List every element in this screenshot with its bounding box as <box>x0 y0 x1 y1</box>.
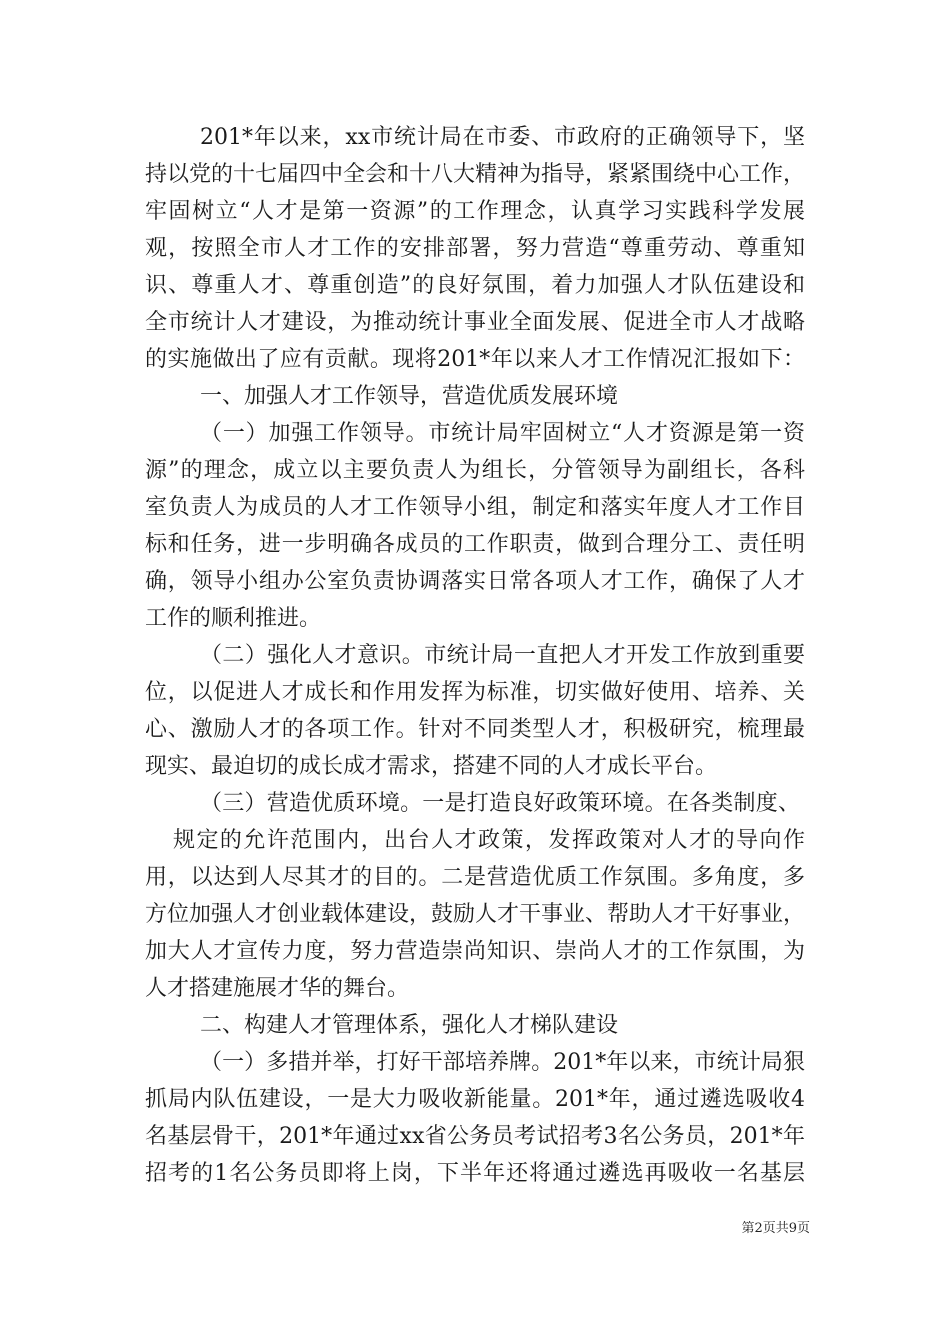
text-line-9: （一）加强工作领导。市统计局牢固树立“人才资源是第一资 <box>200 421 805 446</box>
page-number-footer: 第2页共9页 <box>741 1221 810 1236</box>
section-heading-1: 一、加强人才工作领导，营造优质发展环境 <box>200 384 619 409</box>
text-line-16: 位，以促进人才成长和作用发挥为标准，切实做好使用、培养、关 <box>145 680 805 705</box>
text-line-20: 规定的允许范围内，出台人才政策，发挥政策对人才的导向作 <box>173 828 805 853</box>
text-line-12: 标和任务，进一步明确各成员的工作职责，做到合理分工、责任明 <box>145 532 805 557</box>
text-line-2: 持以党的十七届四中全会和十八大精神为指导，紧紧围绕中心工作， <box>145 162 805 187</box>
text-line-19: （三）营造优质环境。一是打造良好政策环境。在各类制度、 <box>200 791 800 816</box>
text-line-10: 源”的理念，成立以主要负责人为组长，分管领导为副组长，各科 <box>145 458 805 483</box>
text-line-29: 招考的1名公务员即将上岗，下半年还将通过遴选再吸收一名基层 <box>145 1161 805 1186</box>
text-line-28: 名基层骨干，201*年通过xx省公务员考试招考3名公务员，201*年 <box>145 1124 805 1149</box>
text-line-21: 用，以达到人尽其才的目的。二是营造优质工作氛围。多角度，多 <box>145 865 805 890</box>
text-line-3: 牢固树立“人才是第一资源”的工作理念，认真学习实践科学发展 <box>145 199 805 224</box>
text-line-6: 全市统计人才建设，为推动统计事业全面发展、促进全市人才战略 <box>145 310 805 335</box>
text-line-4: 观，按照全市人才工作的安排部署，努力营造“尊重劳动、尊重知 <box>145 236 805 261</box>
text-line-11: 室负责人为成员的人才工作领导小组，制定和落实年度人才工作目 <box>145 495 805 520</box>
text-line-17: 心、激励人才的各项工作。针对不同类型人才，积极研究，梳理最 <box>145 717 805 742</box>
text-line-14: 工作的顺利推进。 <box>145 606 322 631</box>
text-line-23: 加大人才宣传力度，努力营造崇尚知识、崇尚人才的工作氛围，为 <box>145 939 805 964</box>
text-line-27: 抓局内队伍建设，一是大力吸收新能量。201*年，通过遴选吸收4 <box>145 1087 805 1112</box>
text-line-15: （二）强化人才意识。市统计局一直把人才开发工作放到重要 <box>200 643 805 668</box>
text-line-1: 201*年以来，xx市统计局在市委、市政府的正确领导下，坚 <box>200 125 805 150</box>
section-heading-2: 二、构建人才管理体系，强化人才梯队建设 <box>200 1013 619 1038</box>
text-line-26: （一）多措并举，打好干部培养牌。201*年以来，市统计局狠 <box>200 1050 805 1075</box>
text-line-22: 方位加强人才创业载体建设，鼓励人才干事业、帮助人才干好事业， <box>145 902 805 927</box>
text-line-24: 人才搭建施展才华的舞台。 <box>145 976 410 1001</box>
text-line-7: 的实施做出了应有贡献。现将201*年以来人才工作情况汇报如下： <box>145 347 805 372</box>
text-line-18: 现实、最迫切的成长成才需求，搭建不同的人才成长平台。 <box>145 754 718 779</box>
text-line-5: 识、尊重人才、尊重创造”的良好氛围，着力加强人才队伍建设和 <box>145 273 805 298</box>
text-line-13: 确，领导小组办公室负责协调落实日常各项人才工作，确保了人才 <box>145 569 805 594</box>
